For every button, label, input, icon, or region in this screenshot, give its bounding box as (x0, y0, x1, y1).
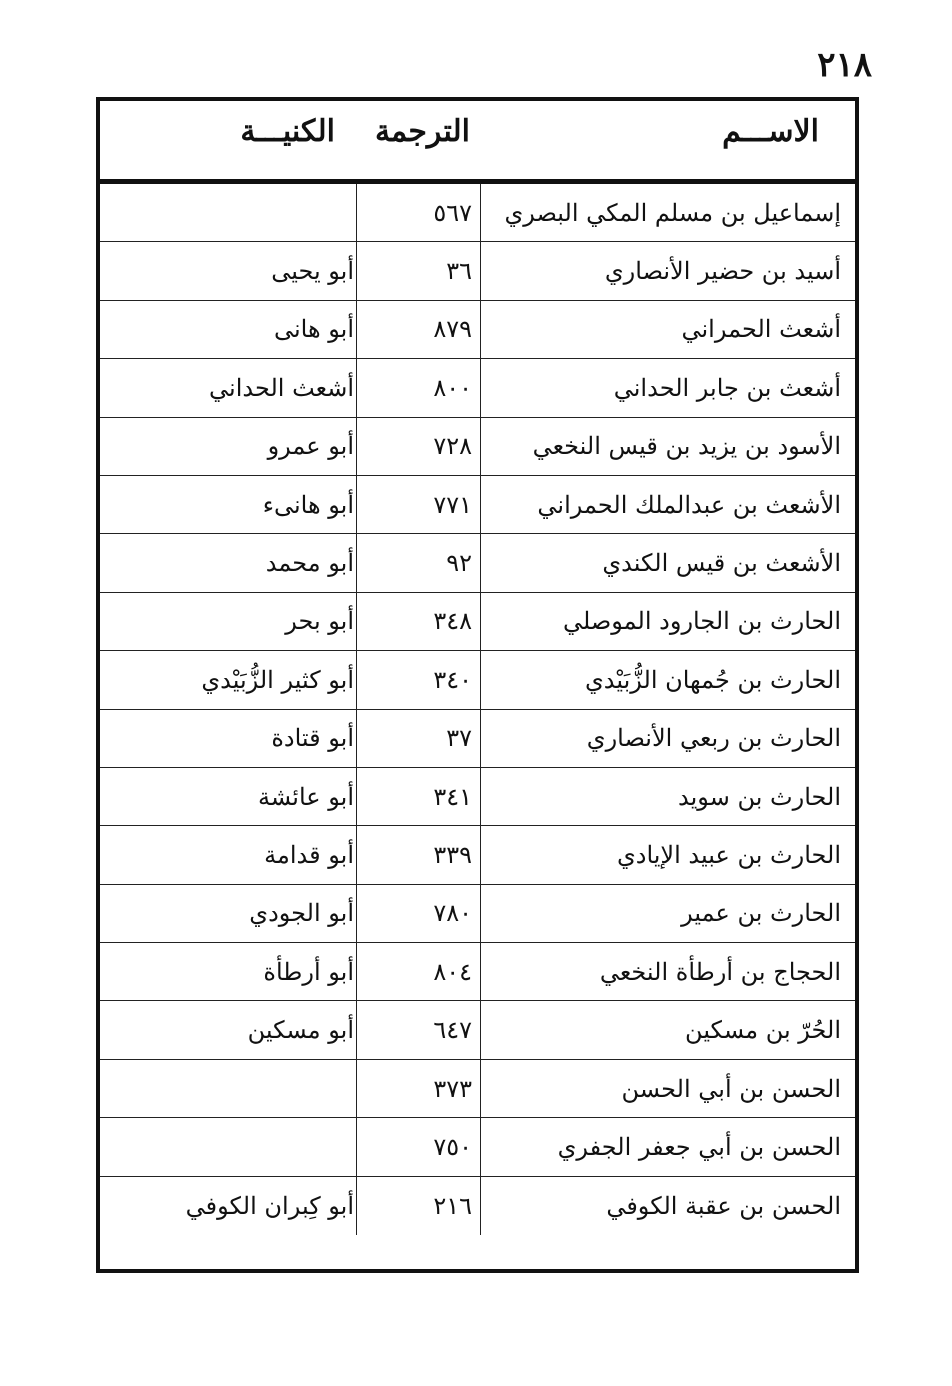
row-kunya (100, 184, 356, 241)
row-kunya: أشعث الحداني (209, 373, 354, 402)
table-row (100, 710, 855, 768)
table-row (100, 1060, 855, 1118)
header-name: الاســـم (722, 114, 819, 149)
row-name: الحسن بن أبي جعفر الجفري (480, 1118, 855, 1175)
row-name: الحارث بن الجارود الموصلي (480, 593, 855, 650)
row-entry: ٩٢ (356, 534, 480, 591)
row-entry: ٨٠٤ (356, 943, 480, 1000)
row-kunya: أبو الجودي (249, 899, 354, 928)
row-entry: ٣٣٩ (356, 826, 480, 883)
row-kunya: أبو محمد (265, 549, 354, 578)
row-name: أسيد بن حضير الأنصاري (480, 242, 855, 299)
row-name: أشعث الحمراني (480, 301, 855, 358)
row-name: إسماعيل بن مسلم المكي البصري (480, 184, 855, 241)
row-entry: ٨٠٠ (356, 359, 480, 416)
table-row (100, 943, 855, 1001)
table-row (100, 885, 855, 943)
row-name: الحارث بن عبيد الإيادي (480, 826, 855, 883)
row-name: الحجاج بن أرطأة النخعي (480, 943, 855, 1000)
row-entry: ٢١٦ (356, 1177, 480, 1235)
row-kunya: أبو يحيى (271, 257, 354, 286)
row-name: أشعث بن جابر الحداني (480, 359, 855, 416)
table-row (100, 301, 855, 359)
row-entry: ٣٤١ (356, 768, 480, 825)
row-name: الأشعث بن قيس الكندي (480, 534, 855, 591)
row-kunya: أبو قدامة (264, 840, 354, 869)
row-entry: ٣٧ (356, 710, 480, 767)
row-entry: ٦٤٧ (356, 1001, 480, 1058)
row-kunya: أبو كثير الزُّبَيْدي (201, 665, 354, 694)
index-table (96, 97, 859, 1273)
table-row (100, 476, 855, 534)
header-kunya: الكنيـــة (240, 114, 335, 149)
row-entry: ٧٨٠ (356, 885, 480, 942)
table-row (100, 534, 855, 592)
table-row (100, 184, 855, 242)
table-row (100, 359, 855, 417)
table-header (100, 101, 855, 184)
row-kunya: أبو عائشة (258, 782, 354, 811)
row-entry: ٧٥٠ (356, 1118, 480, 1175)
row-kunya: أبو بحر (285, 607, 354, 636)
row-kunya: أبو أرطأة (263, 957, 354, 986)
row-entry: ٥٦٧ (356, 184, 480, 241)
row-kunya: أبو عمرو (267, 432, 354, 461)
row-kunya: أبو قتادة (271, 724, 354, 753)
row-entry: ٣٤٠ (356, 651, 480, 708)
row-entry: ٨٧٩ (356, 301, 480, 358)
row-kunya: أبو هانى (273, 315, 354, 344)
page-number: ٢١٨ (817, 45, 872, 85)
row-name: الحارث بن عمير (480, 885, 855, 942)
table-row (100, 768, 855, 826)
row-name: الحارث بن سويد (480, 768, 855, 825)
row-name: الحسن بن أبي الحسن (480, 1060, 855, 1117)
table-row (100, 1118, 855, 1176)
row-kunya: أبو هانىء (262, 490, 354, 519)
row-kunya (100, 1118, 356, 1175)
table-row (100, 651, 855, 709)
table-row (100, 1177, 855, 1235)
row-entry: ٣٧٣ (356, 1060, 480, 1117)
row-name: الحارث بن جُمهان الزُّبَيْدي (480, 651, 855, 708)
table-row (100, 418, 855, 476)
row-name: الأشعث بن عبدالملك الحمراني (480, 476, 855, 533)
row-name: الحسن بن عقبة الكوفي (480, 1177, 855, 1235)
row-kunya: أبو كِبران الكوفي (185, 1191, 354, 1220)
row-name: الأسود بن يزيد بن قيس النخعي (480, 418, 855, 475)
row-entry: ٧٢٨ (356, 418, 480, 475)
row-entry: ٣٦ (356, 242, 480, 299)
table-row (100, 826, 855, 884)
table-body (100, 184, 855, 1269)
table-row (100, 593, 855, 651)
row-name: الحُرّ بن مسكين (480, 1001, 855, 1058)
row-name: الحارث بن ربعي الأنصاري (480, 710, 855, 767)
header-entry: الترجمة (374, 114, 470, 149)
table-row (100, 1001, 855, 1059)
row-kunya (100, 1060, 356, 1117)
row-entry: ٧٧١ (356, 476, 480, 533)
row-kunya: أبو مسكين (247, 1016, 354, 1045)
row-entry: ٣٤٨ (356, 593, 480, 650)
table-row (100, 242, 855, 300)
